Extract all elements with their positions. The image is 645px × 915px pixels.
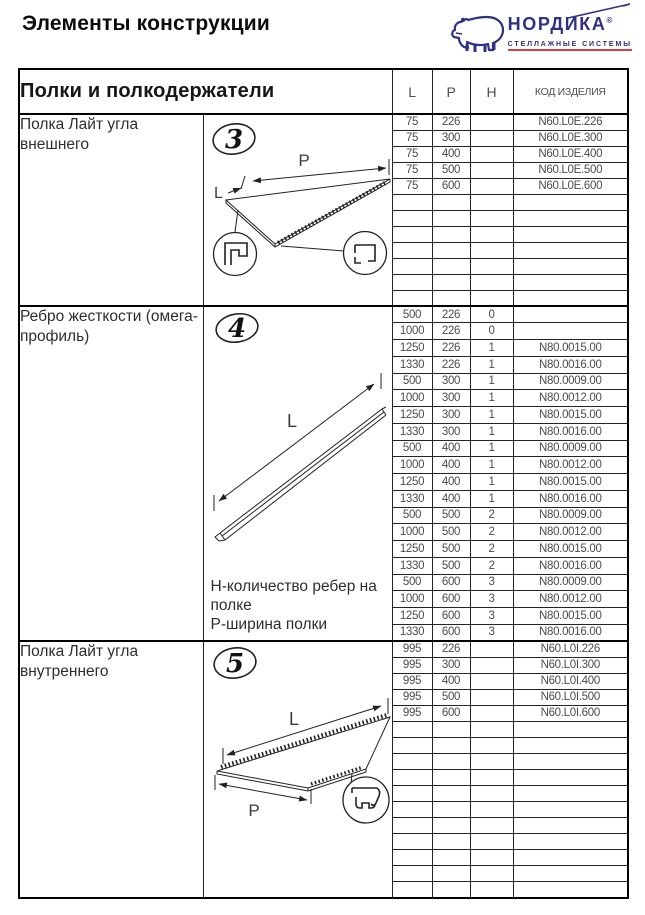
- cell: N80.0012.00: [513, 524, 628, 541]
- cell: N80.0012.00: [513, 591, 628, 608]
- empty-cell: [470, 818, 513, 834]
- cell: N60.L0E.300: [513, 130, 628, 146]
- cell: [470, 705, 513, 721]
- cell: N60.L0E.500: [513, 162, 628, 178]
- empty-cell: [513, 721, 628, 737]
- empty-cell: [432, 801, 470, 817]
- empty-cell: [470, 258, 513, 274]
- cell: [470, 689, 513, 705]
- cell: 500: [432, 507, 470, 524]
- cell-H: [470, 114, 513, 130]
- cell: 2: [470, 524, 513, 541]
- cell: 226: [432, 356, 470, 373]
- cell: 600: [432, 574, 470, 591]
- empty-cell: [432, 818, 470, 834]
- col-header-H: H: [470, 69, 513, 114]
- cell: 500: [432, 541, 470, 558]
- cell: N80.0012.00: [513, 390, 628, 407]
- cell: 226: [432, 340, 470, 357]
- section-name-cell: Полка Лайт угла внутреннего: [19, 641, 203, 898]
- section-internal-corner-shelf: [19, 641, 628, 898]
- dim-p-label: P: [297, 151, 310, 170]
- empty-cell: [470, 882, 513, 898]
- empty-cell: [513, 242, 628, 258]
- cell-L: 75: [392, 114, 432, 130]
- cell: 500: [392, 507, 432, 524]
- empty-cell: [513, 210, 628, 226]
- cell: 1250: [392, 474, 432, 491]
- cell-L: 995: [392, 641, 432, 657]
- cell: 400: [432, 673, 470, 689]
- cell: 3: [470, 608, 513, 625]
- empty-cell: [432, 834, 470, 850]
- cell: 1000: [392, 591, 432, 608]
- empty-cell: [392, 737, 432, 753]
- cell-code: N60.L0I.226: [513, 641, 628, 657]
- cell-P: 226: [432, 306, 470, 323]
- empty-cell: [513, 258, 628, 274]
- cell: 1: [470, 490, 513, 507]
- section-diagram-cell: [203, 641, 392, 898]
- cell: N60.L0I.400: [513, 673, 628, 689]
- empty-cell: [470, 290, 513, 306]
- cell: [470, 178, 513, 194]
- cell: N60.L0E.600: [513, 178, 628, 194]
- empty-cell: [513, 194, 628, 210]
- empty-cell: [470, 801, 513, 817]
- empty-cell: [513, 785, 628, 801]
- cell: N80.0009.00: [513, 507, 628, 524]
- cell: 1: [470, 457, 513, 474]
- cell: N60.L0I.600: [513, 705, 628, 721]
- cell: 1: [470, 423, 513, 440]
- cell: 995: [392, 705, 432, 721]
- cell: 1330: [392, 490, 432, 507]
- empty-cell: [392, 882, 432, 898]
- empty-cell: [432, 882, 470, 898]
- empty-cell: [513, 882, 628, 898]
- cell: 300: [432, 423, 470, 440]
- section-external-corner-shelf: [19, 114, 628, 306]
- cell: 1250: [392, 407, 432, 424]
- cell: N80.0015.00: [513, 474, 628, 491]
- cell: 3: [470, 591, 513, 608]
- products-table: [18, 68, 629, 899]
- empty-cell: [470, 274, 513, 290]
- empty-cell: [392, 721, 432, 737]
- cell: 0: [470, 323, 513, 340]
- cell: N80.0012.00: [513, 457, 628, 474]
- empty-cell: [513, 274, 628, 290]
- dim-l-label: L: [286, 411, 297, 431]
- cell: 1000: [392, 390, 432, 407]
- cell: 1: [470, 474, 513, 491]
- table-row: [19, 114, 628, 130]
- col-header-L: L: [392, 69, 432, 114]
- empty-cell: [432, 242, 470, 258]
- diagram-number: 4: [227, 314, 246, 344]
- empty-cell: [513, 850, 628, 866]
- empty-cell: [392, 274, 432, 290]
- cell: [470, 130, 513, 146]
- empty-cell: [513, 866, 628, 882]
- cell: 3: [470, 574, 513, 591]
- cell: 300: [432, 373, 470, 390]
- cell: 500: [432, 162, 470, 178]
- empty-cell: [513, 737, 628, 753]
- cell: 600: [432, 178, 470, 194]
- cell: [470, 673, 513, 689]
- empty-cell: [470, 785, 513, 801]
- empty-cell: [513, 834, 628, 850]
- empty-cell: [470, 850, 513, 866]
- cell: [470, 146, 513, 162]
- empty-cell: [432, 866, 470, 882]
- cell: 75: [392, 130, 432, 146]
- cell-H: [470, 641, 513, 657]
- empty-cell: [392, 850, 432, 866]
- empty-cell: [470, 769, 513, 785]
- cell: 500: [432, 524, 470, 541]
- cell: N80.0016.00: [513, 423, 628, 440]
- cell: 600: [432, 705, 470, 721]
- cell: 600: [432, 608, 470, 625]
- cell: 1330: [392, 423, 432, 440]
- cell: 600: [432, 624, 470, 641]
- empty-cell: [513, 290, 628, 306]
- cell-H: 0: [470, 306, 513, 323]
- cell: N60.L0I.300: [513, 657, 628, 673]
- cell: N80.0015.00: [513, 541, 628, 558]
- cell: N60.L0I.500: [513, 689, 628, 705]
- cell: 1: [470, 440, 513, 457]
- empty-cell: [392, 818, 432, 834]
- cell: 300: [432, 657, 470, 673]
- cell-P: 226: [432, 641, 470, 657]
- brand-subtitle: СТЕЛЛАЖНЫЕ СИСТЕМЫ: [508, 41, 632, 51]
- diagram-notes: [211, 578, 389, 635]
- empty-cell: [513, 801, 628, 817]
- empty-cell: [392, 290, 432, 306]
- nordika-logo: [450, 7, 632, 53]
- cell: 75: [392, 178, 432, 194]
- empty-cell: [392, 242, 432, 258]
- empty-cell: [432, 850, 470, 866]
- cell: 500: [432, 689, 470, 705]
- table-row: [19, 306, 628, 323]
- empty-cell: [392, 866, 432, 882]
- cell: 1: [470, 407, 513, 424]
- empty-cell: [470, 866, 513, 882]
- empty-cell: [513, 769, 628, 785]
- empty-cell: [392, 834, 432, 850]
- table-row: [19, 641, 628, 657]
- cell: [513, 323, 628, 340]
- cell: N80.0016.00: [513, 356, 628, 373]
- empty-cell: [432, 769, 470, 785]
- cell: 1250: [392, 340, 432, 357]
- table-group-title: Полки и полкодержатели: [19, 69, 392, 114]
- polar-bear-icon: [450, 9, 506, 53]
- cell: 1: [470, 356, 513, 373]
- empty-cell: [392, 210, 432, 226]
- empty-cell: [392, 258, 432, 274]
- cell: N80.0016.00: [513, 557, 628, 574]
- cell-P: 226: [432, 114, 470, 130]
- cell: N80.0009.00: [513, 373, 628, 390]
- empty-cell: [470, 210, 513, 226]
- cell: 400: [432, 146, 470, 162]
- empty-cell: [470, 753, 513, 769]
- cell: 1000: [392, 457, 432, 474]
- cell: N80.0015.00: [513, 407, 628, 424]
- empty-cell: [392, 801, 432, 817]
- cell: 600: [432, 591, 470, 608]
- brand-name: НОРДИКА®: [507, 14, 613, 34]
- cell: N80.0016.00: [513, 624, 628, 641]
- cell: 400: [432, 474, 470, 491]
- cell: N80.0009.00: [513, 440, 628, 457]
- empty-cell: [513, 753, 628, 769]
- diagram-number: 3: [224, 125, 243, 155]
- page-title: Элементы конструкции: [22, 12, 271, 35]
- table-header: [19, 69, 628, 114]
- cell: 2: [470, 541, 513, 558]
- empty-cell: [432, 737, 470, 753]
- cell: 2: [470, 507, 513, 524]
- note-h: Н-количество ребер на полке: [210, 578, 377, 615]
- cell: 400: [432, 490, 470, 507]
- cell: 1: [470, 373, 513, 390]
- section-name-cell: Полка Лайт угла внешнего: [19, 114, 203, 306]
- cell: N80.0016.00: [513, 490, 628, 507]
- external-corner-shelf-diagram: [204, 115, 391, 305]
- empty-cell: [432, 274, 470, 290]
- empty-cell: [392, 226, 432, 242]
- empty-cell: [470, 721, 513, 737]
- empty-cell: [470, 226, 513, 242]
- empty-cell: [470, 242, 513, 258]
- empty-cell: [470, 194, 513, 210]
- section-diagram-cell: [203, 114, 392, 306]
- omega-stiffener-diagram: [204, 307, 391, 559]
- internal-corner-shelf-diagram: [204, 642, 391, 892]
- cell: [470, 657, 513, 673]
- cell: 1250: [392, 541, 432, 558]
- cell: 75: [392, 146, 432, 162]
- cell: 1330: [392, 356, 432, 373]
- dim-l-label: L: [288, 709, 299, 729]
- cell: N80.0015.00: [513, 608, 628, 625]
- empty-cell: [432, 210, 470, 226]
- empty-cell: [392, 194, 432, 210]
- empty-cell: [432, 290, 470, 306]
- cell: N80.0009.00: [513, 574, 628, 591]
- empty-cell: [513, 818, 628, 834]
- empty-cell: [392, 769, 432, 785]
- cell: 300: [432, 390, 470, 407]
- empty-cell: [432, 258, 470, 274]
- empty-cell: [432, 785, 470, 801]
- section-omega-stiffener: [19, 306, 628, 641]
- logo-swoosh-icon: [562, 1, 638, 19]
- cell: 75: [392, 162, 432, 178]
- cell: 500: [392, 574, 432, 591]
- cell: 1250: [392, 608, 432, 625]
- cell: 226: [432, 323, 470, 340]
- cell: 1000: [392, 323, 432, 340]
- col-header-P: P: [432, 69, 470, 114]
- note-p: Р-ширина полки: [210, 616, 328, 634]
- empty-cell: [432, 194, 470, 210]
- cell: N60.L0E.400: [513, 146, 628, 162]
- cell: 400: [432, 457, 470, 474]
- cell-code: [513, 306, 628, 323]
- cell: 3: [470, 624, 513, 641]
- registered-mark: ®: [606, 16, 613, 25]
- cell: 2: [470, 557, 513, 574]
- cell: 500: [392, 440, 432, 457]
- cell-L: 500: [392, 306, 432, 323]
- cell: 1330: [392, 624, 432, 641]
- section-diagram-cell: [203, 306, 392, 641]
- dim-p-label: P: [247, 801, 260, 820]
- section-name-cell: Ребро жесткости (омега-профиль): [19, 306, 203, 641]
- cell: 400: [432, 440, 470, 457]
- cell: 300: [432, 130, 470, 146]
- empty-cell: [432, 721, 470, 737]
- empty-cell: [470, 834, 513, 850]
- empty-cell: [392, 785, 432, 801]
- logo-words: [508, 7, 632, 51]
- cell: 500: [432, 557, 470, 574]
- empty-cell: [513, 226, 628, 242]
- cell: 1: [470, 390, 513, 407]
- cell: 995: [392, 657, 432, 673]
- cell: 995: [392, 689, 432, 705]
- cell: [470, 162, 513, 178]
- cell: 1330: [392, 557, 432, 574]
- empty-cell: [432, 753, 470, 769]
- cell: 1: [470, 340, 513, 357]
- cell: 1000: [392, 524, 432, 541]
- cell: N80.0015.00: [513, 340, 628, 357]
- col-header-code: КОД ИЗДЕЛИЯ: [513, 69, 628, 114]
- cell: 500: [392, 373, 432, 390]
- cell-code: N60.L0E.226: [513, 114, 628, 130]
- diagram-number: 5: [225, 649, 244, 679]
- empty-cell: [470, 737, 513, 753]
- cell: 995: [392, 673, 432, 689]
- empty-cell: [392, 753, 432, 769]
- dim-l-label: L: [213, 185, 223, 202]
- empty-cell: [432, 226, 470, 242]
- cell: 300: [432, 407, 470, 424]
